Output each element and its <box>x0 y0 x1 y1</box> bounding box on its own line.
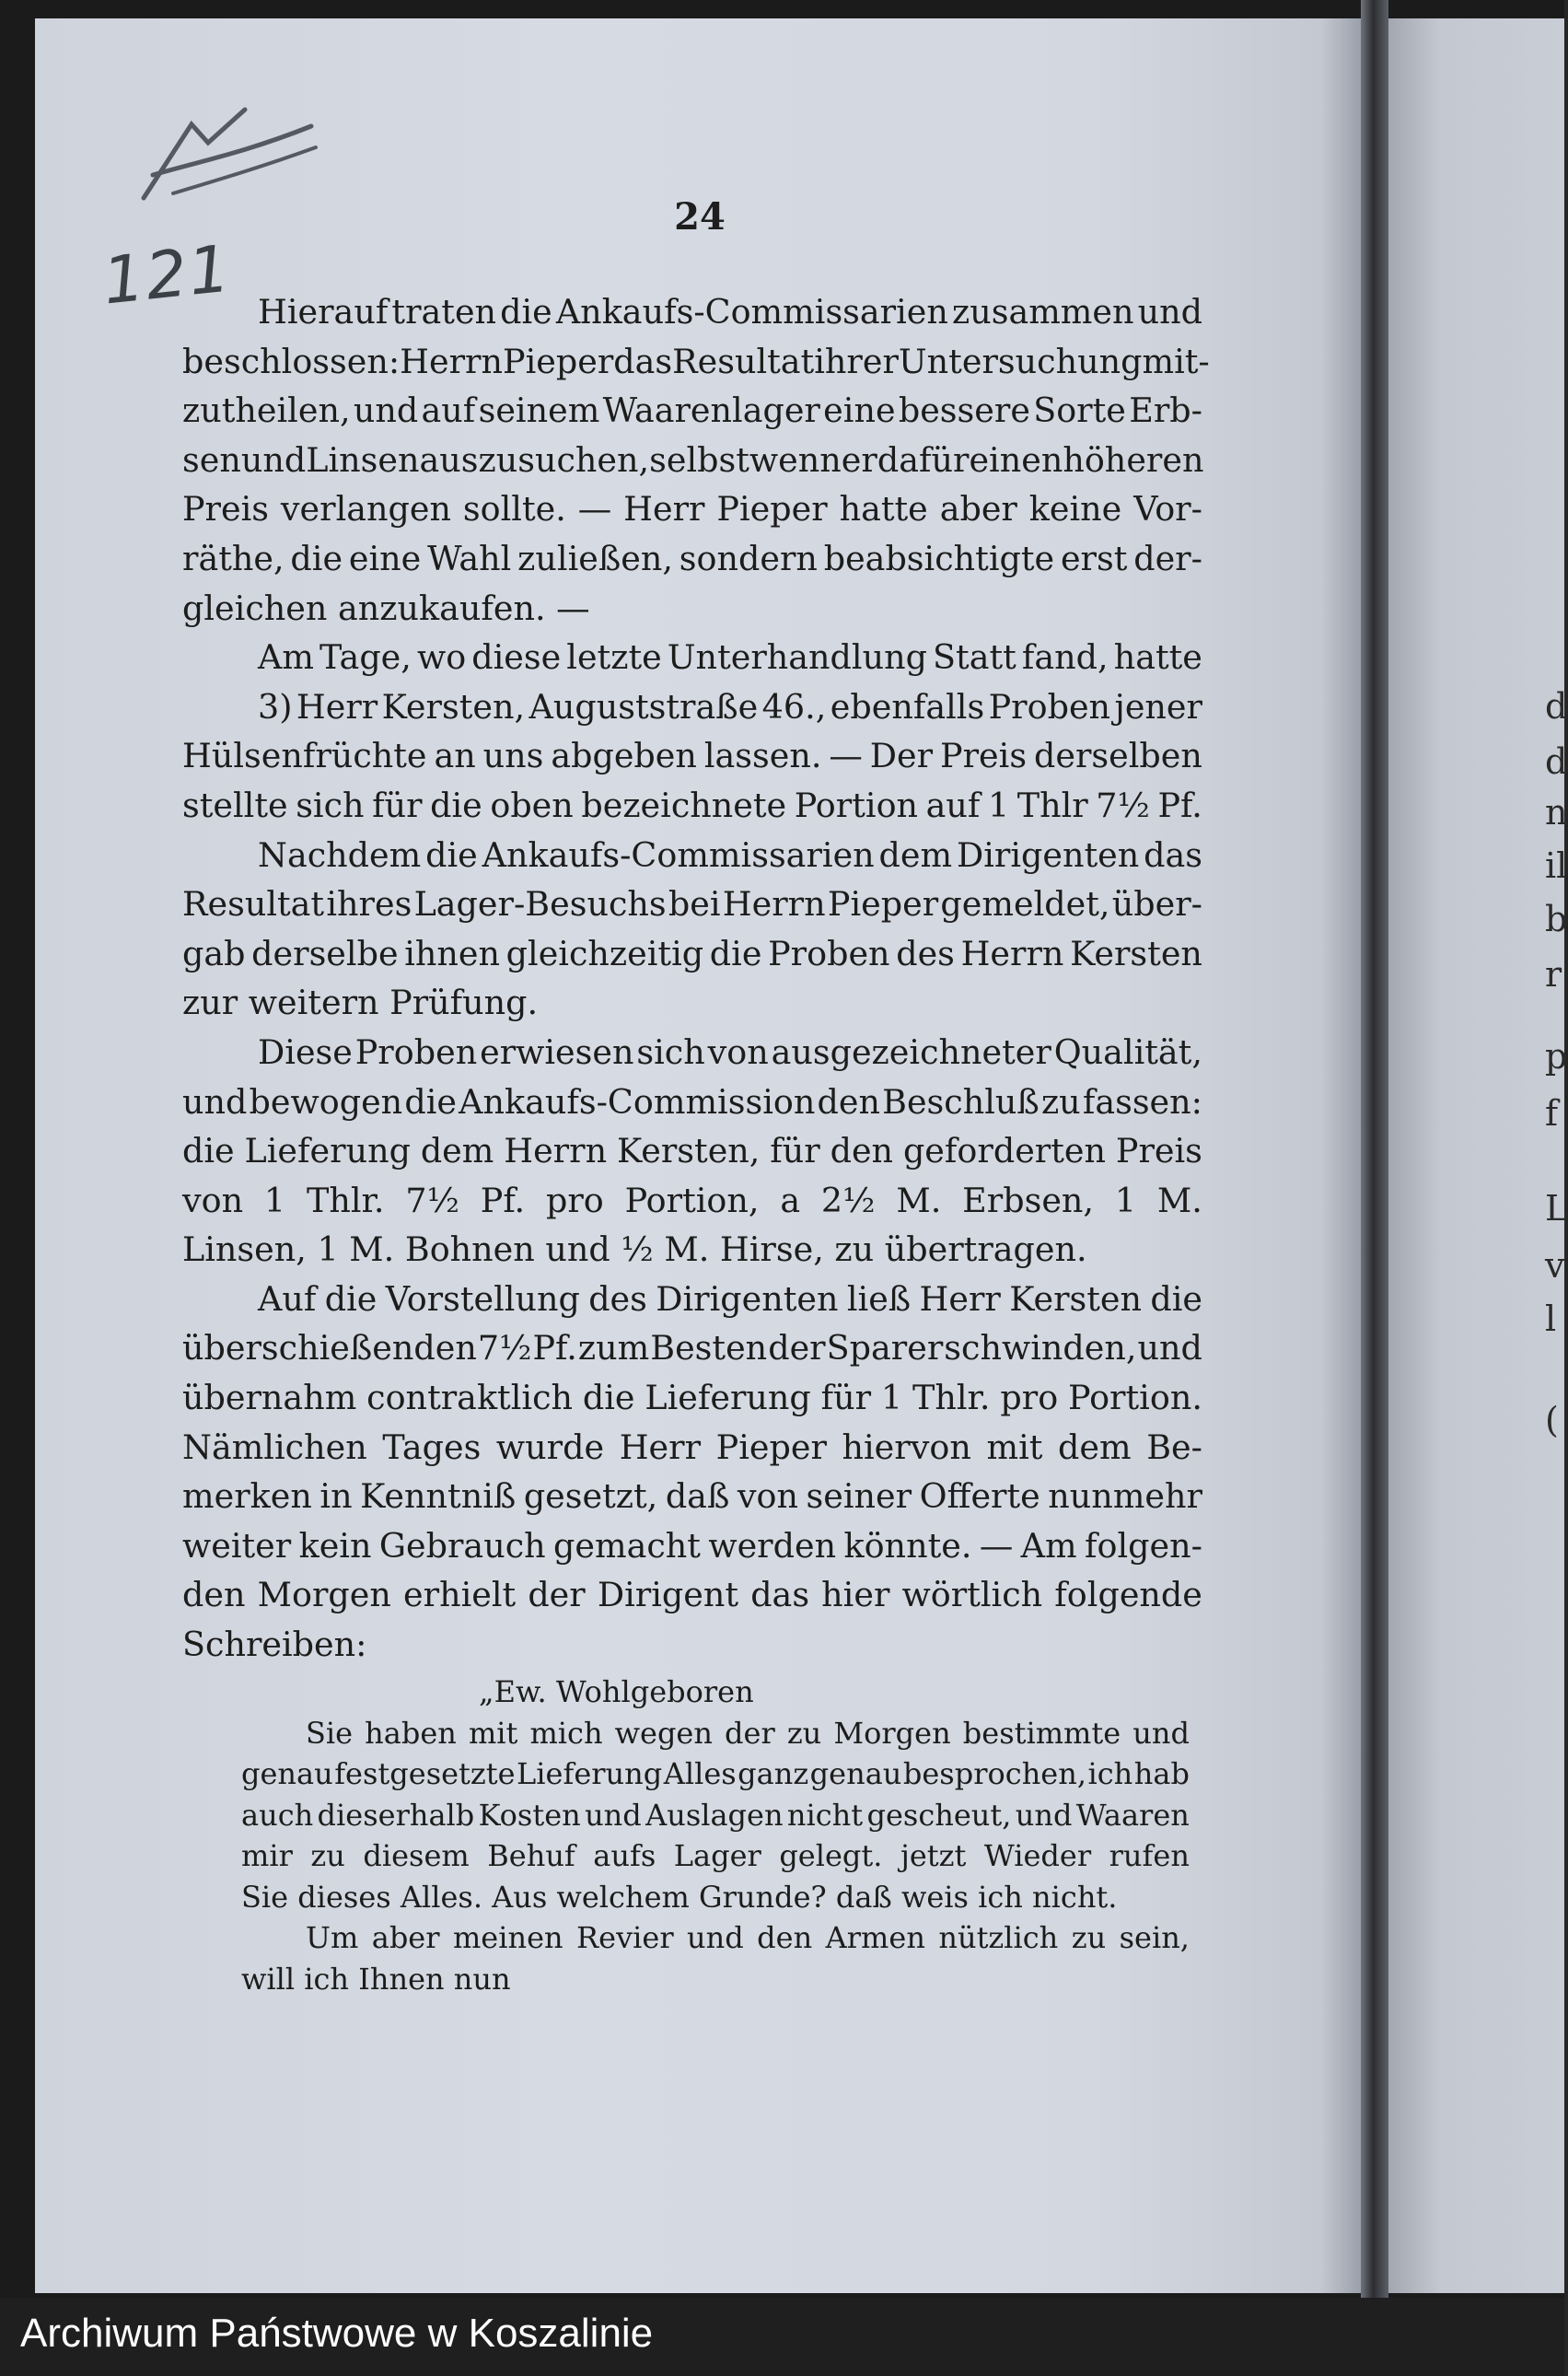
text-line: Preis verlangen sollte. — Herr Pieper hatte aber keine Vor- <box>182 489 1202 530</box>
edge-letter: d <box>1545 686 1568 727</box>
text-line: überschießenden 7½ Pf. zum Besten der Sparer schwinden, und <box>182 1328 1202 1369</box>
next-page-edge <box>1388 18 1564 2293</box>
page-number: 24 <box>674 195 726 239</box>
archive-name: Archiwum Państwowe w Koszalinie <box>20 2311 654 2356</box>
text-line: Nachdem die Ankaufs-Commissarien dem Dirigenten das <box>258 834 1202 875</box>
text-line: Auf die Vorstellung des Dirigenten ließ Herr Kersten die <box>258 1278 1202 1319</box>
text-line: beschlossen: Herrn Pieper das Resultat ihrer Untersuchung mit- <box>182 341 1210 381</box>
text-line: Diese Proben erwiesen sich von ausgezeichneter Qualität, <box>258 1031 1202 1072</box>
text-line: Hülsenfrüchte an uns abgeben lassen. — Der Preis derselben <box>182 736 1202 776</box>
text-line: Schreiben: <box>182 1625 367 1665</box>
book-gutter <box>1361 0 1388 2298</box>
text-line: räthe, die eine Wahl zuließen, sondern beabsichtigte erst der- <box>182 538 1202 578</box>
edge-letter: b <box>1545 899 1568 939</box>
manuscript-page-number: 121 <box>99 230 236 320</box>
letter-line: Um aber meinen Revier und den Armen nützlich zu sein, <box>306 1920 1190 1955</box>
letter-line: mir zu diesem Behuf aufs Lager gelegt. jetzt Wieder rufen <box>241 1838 1190 1873</box>
edge-letter: n <box>1545 792 1568 833</box>
text-line: zur weitern Prüfung. <box>182 983 539 1023</box>
text-line: zutheilen, und auf seinem Waarenlager eine bessere Sorte Erb- <box>182 390 1202 431</box>
text-line: den Morgen erhielt der Dirigent das hier wörtlich folgende <box>182 1575 1202 1615</box>
text-line: Hierauf traten die Ankaufs-Commissarien zusammen und <box>258 292 1202 332</box>
text-line: stellte sich für die oben bezeichnete Portion auf 1 Thlr 7½ Pf. <box>182 785 1202 825</box>
text-line: von 1 Thlr. 7½ Pf. pro Portion, a 2½ M. Erbsen, 1 M. <box>182 1180 1202 1220</box>
edge-letter: l <box>1545 1299 1557 1339</box>
letter-line: Sie haben mit mich wegen der zu Morgen bestimmte und <box>306 1715 1190 1751</box>
text-line: die Lieferung dem Herrn Kersten, für den geforderten Preis <box>182 1131 1202 1171</box>
text-line: Nämlichen Tages wurde Herr Pieper hiervon mit dem Be- <box>182 1427 1202 1467</box>
text-line: Am Tage, wo diese letzte Unterhandlung Statt fand, hatte <box>258 637 1202 678</box>
body-text <box>182 287 1210 1670</box>
text-line: 3) Herr Kersten, Auguststraße 46., ebenfalls Proben jener <box>258 686 1202 727</box>
quoted-letter <box>241 1671 1190 1999</box>
letter-line: Sie dieses Alles. Aus welchem Grunde? daß weis ich nicht. <box>241 1879 1118 1915</box>
text-line: und bewogen die Ankaufs-Commission den Beschluß zu fassen: <box>182 1081 1202 1122</box>
edge-letter: L <box>1545 1188 1568 1229</box>
text-line: merken in Kenntniß gesetzt, daß von seiner Offerte nunmehr <box>182 1476 1202 1517</box>
edge-letter: f <box>1545 1093 1559 1134</box>
letter-line: auch dieserhalb Kosten und Auslagen nicht gescheut, und Waaren <box>241 1797 1190 1833</box>
text-line: gab derselbe ihnen gleichzeitig die Proben des Herrn Kersten <box>182 933 1202 973</box>
edge-letter: r <box>1545 954 1562 995</box>
edge-letter: ( <box>1545 1400 1559 1440</box>
edge-letter: il <box>1545 845 1568 886</box>
edge-letter: d <box>1545 741 1568 782</box>
letter-line: „Ew. Wohlgeboren <box>479 1674 754 1709</box>
pencil-strikethrough-mark <box>136 106 320 207</box>
text-line: gleichen anzukaufen. — <box>182 588 590 628</box>
text-line: Linsen, 1 M. Bohnen und ½ M. Hirse, zu übertragen. <box>182 1229 1087 1270</box>
text-line: übernahm contraktlich die Lieferung für 1 Thlr. pro Portion. <box>182 1378 1202 1418</box>
text-line: sen und Linsen auszusuchen, selbst wenn er dafür einen höheren <box>182 439 1204 480</box>
letter-line: genau festgesetzte Lieferung Alles ganz genau besprochen, ich hab <box>241 1756 1190 1791</box>
text-line: Resultat ihres Lager-Besuchs bei Herrn Pieper gemeldet, über- <box>182 884 1202 925</box>
text-line: weiter kein Gebrauch gemacht werden könnte. — Am folgen- <box>182 1525 1202 1566</box>
archive-footer <box>0 2298 1564 2376</box>
edge-letter: p <box>1545 1036 1568 1077</box>
edge-letter: v <box>1545 1245 1565 1286</box>
letter-line: will ich Ihnen nun <box>241 1961 511 1997</box>
